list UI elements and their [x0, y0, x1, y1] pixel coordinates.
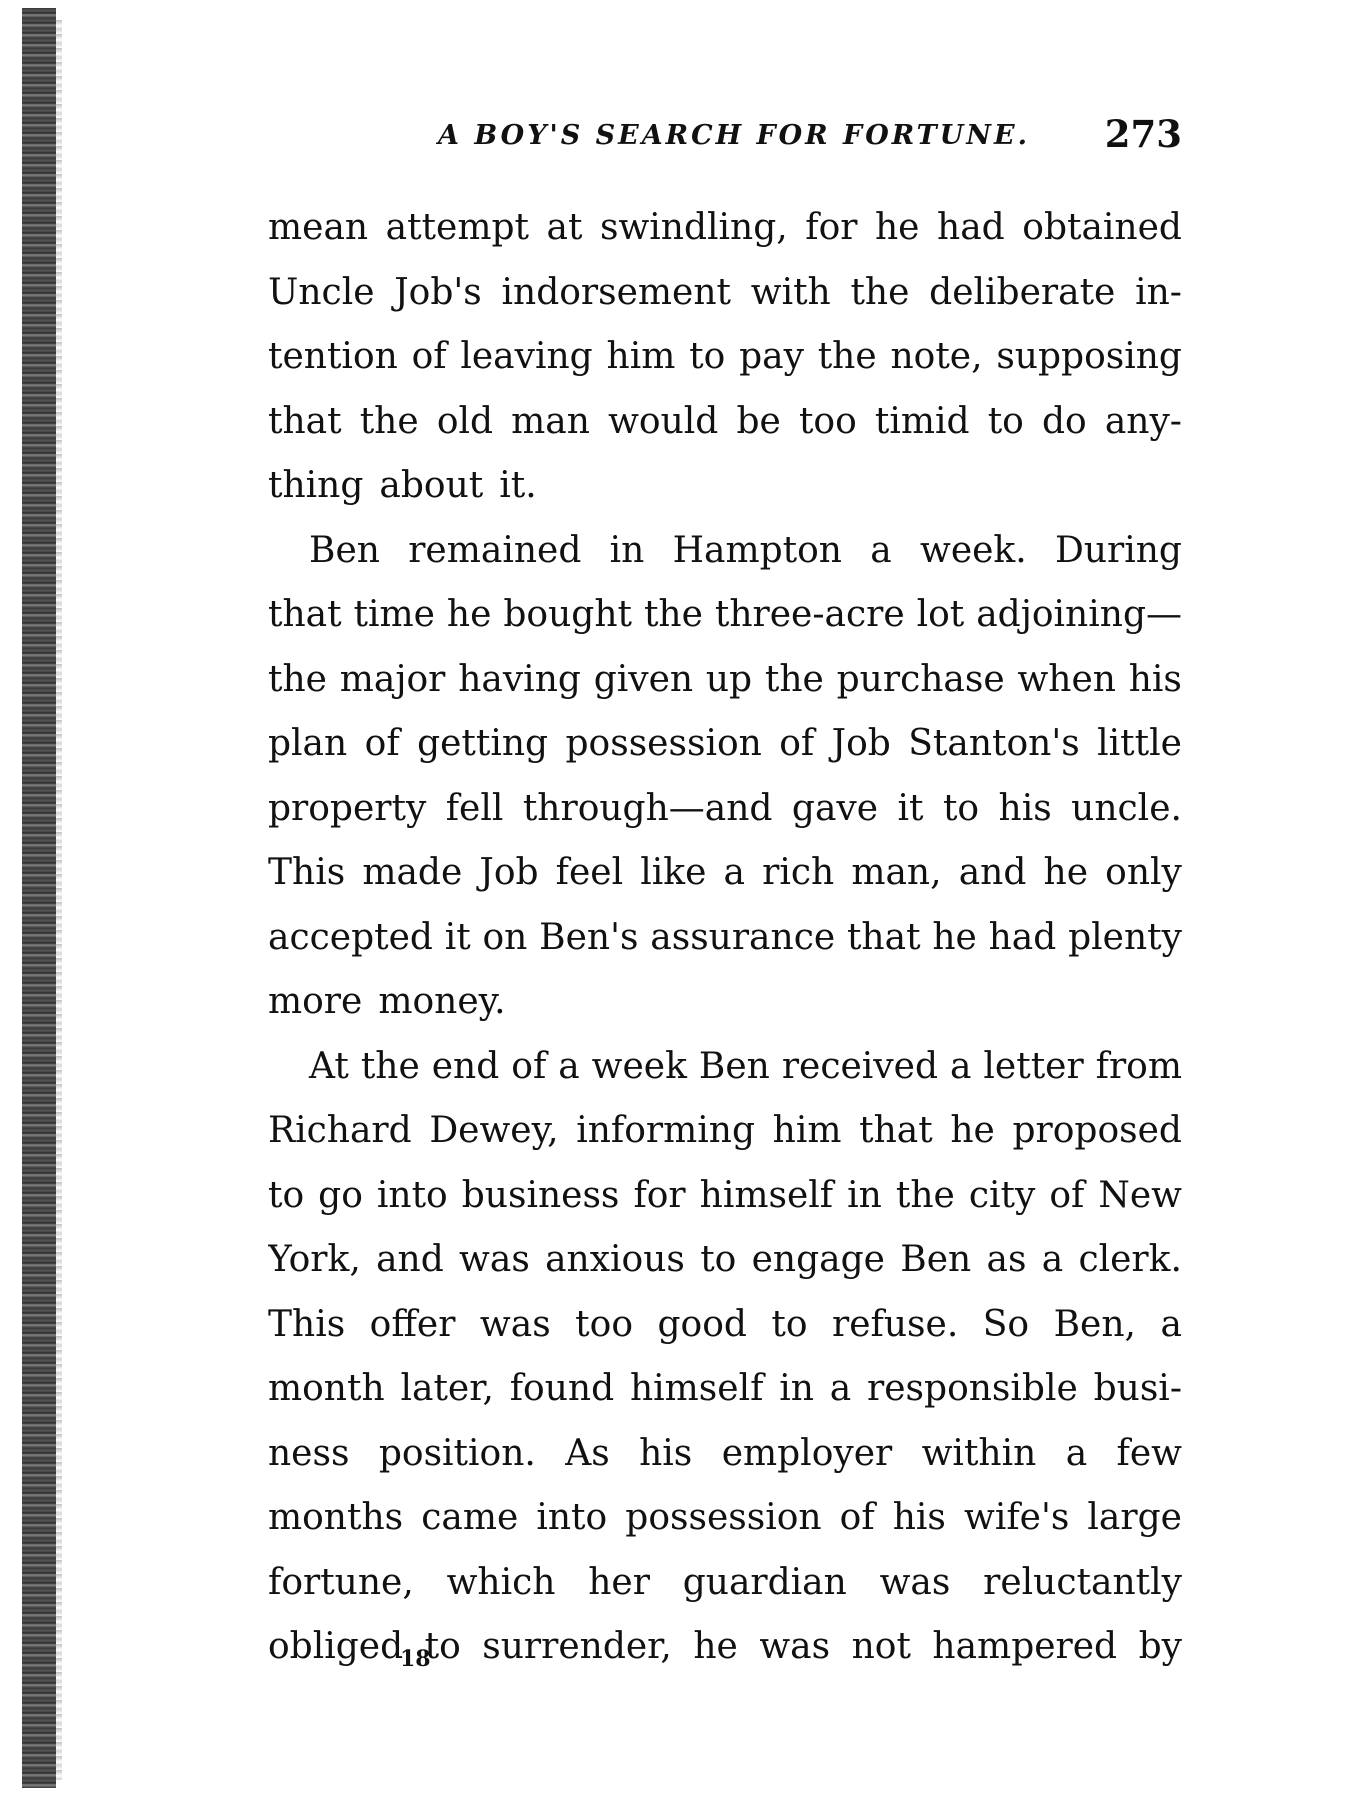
page-header [268, 112, 1182, 162]
text-line [268, 1164, 1182, 1229]
word: and [958, 852, 1027, 893]
word: Job [831, 723, 891, 764]
word: obtained [1022, 207, 1182, 248]
word: city [968, 1174, 1036, 1216]
word: given [593, 658, 694, 700]
word: it [444, 916, 471, 958]
word: his [998, 787, 1052, 829]
word: New [1098, 1174, 1182, 1216]
text-line [268, 1551, 1182, 1616]
word: Ben's [539, 916, 639, 958]
text-line [268, 390, 1182, 455]
word: informing [576, 1110, 756, 1151]
word: that [268, 594, 342, 635]
word: it [897, 787, 924, 829]
word: would [608, 400, 719, 442]
word: a [1160, 1303, 1182, 1345]
word: was [879, 1561, 951, 1603]
word: Dewey, [429, 1110, 559, 1151]
word: three-acre [714, 594, 905, 635]
word: little [1097, 723, 1182, 764]
word: Stanton's [908, 723, 1080, 764]
word: note, [890, 336, 983, 377]
text-line [268, 841, 1182, 906]
word: hampered [932, 1626, 1118, 1667]
word: as [986, 1239, 1027, 1280]
word: too [798, 400, 857, 442]
word: York, [268, 1239, 361, 1280]
word: a [723, 852, 745, 893]
word: man [511, 400, 590, 442]
word: reluctantly [983, 1561, 1182, 1603]
word: proposed [1012, 1110, 1182, 1151]
word: indorsement [501, 271, 732, 313]
word: the [643, 594, 703, 635]
word: mean [268, 207, 369, 248]
word: tention [268, 336, 398, 377]
word: position. [378, 1432, 536, 1474]
word: large [1087, 1497, 1182, 1538]
word: a [1065, 1432, 1088, 1474]
word: assurance [650, 916, 836, 958]
text-line [268, 196, 1182, 261]
word: to [268, 1174, 305, 1216]
word: himself [629, 1368, 764, 1409]
word: man, [851, 852, 942, 893]
word: was [459, 1239, 530, 1280]
word: on [482, 916, 528, 958]
word: it. [499, 465, 537, 506]
text-line [268, 325, 1182, 390]
word: employer [721, 1432, 893, 1474]
word: found [509, 1368, 615, 1409]
word: made [362, 852, 463, 893]
word: within [921, 1432, 1037, 1474]
word: later, [400, 1368, 494, 1409]
word: for [633, 1174, 686, 1216]
word: adjoining— [976, 594, 1182, 635]
text-line [268, 454, 1182, 519]
word: any- [1104, 400, 1182, 442]
running-title: A BOY'S SEARCH FOR FORTUNE. [438, 120, 1030, 151]
word: to [771, 1303, 808, 1345]
word: property [268, 787, 427, 829]
word: be [736, 400, 781, 442]
word: business [461, 1174, 620, 1216]
word: him [772, 1110, 842, 1151]
word: week. [920, 529, 1027, 571]
text-line [268, 1357, 1182, 1422]
word: refuse. [832, 1303, 959, 1345]
word: into [536, 1497, 608, 1538]
word: of [779, 723, 815, 764]
text-line [268, 906, 1182, 971]
word: few [1116, 1432, 1182, 1474]
word: Ben [698, 1045, 770, 1087]
word: deliberate [929, 271, 1116, 313]
book-spine-shadow [22, 8, 56, 1788]
text-line [268, 1035, 1182, 1100]
word: swindling, [599, 207, 788, 248]
word: for [805, 207, 858, 248]
word: the [360, 1045, 420, 1087]
text-line [268, 970, 1182, 1035]
word: to [942, 787, 980, 829]
word: Job's [394, 271, 482, 313]
word: with [750, 271, 831, 313]
text-line [268, 1293, 1182, 1358]
word: surrender, [482, 1626, 672, 1667]
word: his [892, 1497, 946, 1538]
word: Ben [309, 529, 380, 571]
word: that [859, 1110, 933, 1151]
word: to [700, 1239, 737, 1280]
word: feel [555, 852, 624, 893]
word: of [1049, 1174, 1085, 1216]
word: received [781, 1045, 938, 1087]
word: the [817, 336, 877, 377]
word: Job [479, 852, 539, 893]
word: attempt [385, 207, 529, 248]
word: purchase [836, 658, 1005, 700]
word: a [829, 1368, 852, 1409]
word: do [1041, 400, 1087, 442]
text-line [268, 1422, 1182, 1487]
word: was [479, 1303, 551, 1345]
word: clerk. [1078, 1239, 1182, 1280]
word: obliged [268, 1626, 404, 1667]
word: had [937, 207, 1005, 248]
signature-mark: 18 [400, 1646, 431, 1672]
word: lot [916, 594, 965, 635]
word: through—and [522, 787, 773, 829]
word: end [431, 1045, 500, 1087]
word: possession [625, 1497, 822, 1538]
word: major [339, 658, 446, 700]
word: that [846, 916, 921, 958]
word: up [705, 658, 753, 700]
word: he [875, 207, 920, 248]
word: During [1054, 529, 1182, 571]
word: timid [874, 400, 970, 442]
word: the [764, 658, 824, 700]
word: Hampton [672, 529, 842, 571]
word: when [1017, 658, 1116, 700]
word: and [376, 1239, 444, 1280]
word: he [932, 916, 977, 958]
word: a [870, 529, 892, 571]
word: week [591, 1045, 687, 1087]
word: letter [983, 1045, 1084, 1087]
word: Ben, [1053, 1303, 1136, 1345]
word: had [988, 916, 1057, 958]
word: was [759, 1626, 831, 1667]
word: plan [268, 723, 348, 764]
word: only [1105, 852, 1182, 893]
word: engage [751, 1239, 885, 1280]
word: which [446, 1561, 556, 1603]
word: he [1043, 852, 1089, 893]
word: getting [417, 723, 549, 764]
word: not [851, 1626, 911, 1667]
word: Richard [268, 1110, 412, 1151]
word: months [268, 1497, 404, 1538]
word: a [558, 1045, 580, 1087]
word: he [693, 1626, 738, 1667]
body-text [268, 196, 1182, 1680]
word: thing [268, 465, 364, 506]
word: plenty [1068, 916, 1182, 958]
word: having [458, 658, 581, 700]
page-number: 273 [1104, 112, 1182, 156]
word: pay [739, 336, 804, 377]
text-line [268, 1228, 1182, 1293]
word: her [588, 1561, 650, 1603]
word: fell [445, 787, 504, 829]
word: he [950, 1110, 995, 1151]
word: possession [565, 723, 762, 764]
word: the [359, 400, 419, 442]
word: from [1095, 1045, 1182, 1087]
word: old [436, 400, 494, 442]
word: by [1138, 1626, 1182, 1667]
word: a [949, 1045, 972, 1087]
word: him [606, 336, 676, 377]
word: So [982, 1303, 1030, 1345]
text-line [268, 648, 1182, 713]
word: month [268, 1368, 385, 1409]
word: into [376, 1174, 448, 1216]
word: supposing [996, 336, 1182, 377]
word: time [353, 594, 435, 635]
word: about [379, 465, 484, 506]
word: good [657, 1303, 747, 1345]
word: like [640, 852, 707, 893]
word: wife's [964, 1497, 1070, 1538]
word: of [364, 723, 400, 764]
word: responsible [867, 1368, 1078, 1409]
word: busi- [1093, 1368, 1182, 1409]
text-line [268, 1099, 1182, 1164]
text-line [268, 583, 1182, 648]
word: the [895, 1174, 955, 1216]
word: As [565, 1432, 610, 1474]
text-line [268, 712, 1182, 777]
word: ness [268, 1432, 350, 1474]
word: in- [1135, 271, 1182, 313]
word: himself [699, 1174, 834, 1216]
word: in [847, 1174, 882, 1216]
page-edge [56, 20, 62, 1780]
word: the [268, 658, 327, 700]
word: uncle. [1071, 787, 1182, 829]
word: his [1128, 658, 1182, 700]
word: leaving [460, 336, 593, 377]
word: of [511, 1045, 547, 1087]
word: fortune, [268, 1561, 414, 1603]
text-line [268, 777, 1182, 842]
word: go [318, 1174, 363, 1216]
word: to [689, 336, 726, 377]
word: of [411, 336, 447, 377]
word: his [639, 1432, 693, 1474]
word: At [309, 1045, 349, 1087]
word: at [546, 207, 583, 248]
word: of [839, 1497, 875, 1538]
word: to [424, 1626, 461, 1667]
word: to [987, 400, 1024, 442]
text-line [268, 519, 1182, 584]
word: he [446, 594, 492, 635]
word: bought [503, 594, 632, 635]
word: in [779, 1368, 814, 1409]
text-line [268, 261, 1182, 326]
word: This [268, 852, 346, 893]
word: rich [762, 852, 835, 893]
word: came [421, 1497, 519, 1538]
word: money. [378, 981, 506, 1022]
word: Ben [900, 1239, 972, 1280]
word: Uncle [268, 271, 375, 313]
word: This [268, 1303, 346, 1345]
word: a [1041, 1239, 1064, 1280]
word: anxious [545, 1239, 685, 1280]
word: guardian [682, 1561, 847, 1603]
word: remained [408, 529, 582, 571]
word: offer [369, 1303, 456, 1345]
word: too [575, 1303, 633, 1345]
word: gave [791, 787, 879, 829]
word: that [268, 400, 342, 442]
word: in [609, 529, 645, 571]
word: accepted [268, 916, 433, 958]
word: more [268, 981, 363, 1022]
word: the [850, 271, 910, 313]
text-line [268, 1486, 1182, 1551]
